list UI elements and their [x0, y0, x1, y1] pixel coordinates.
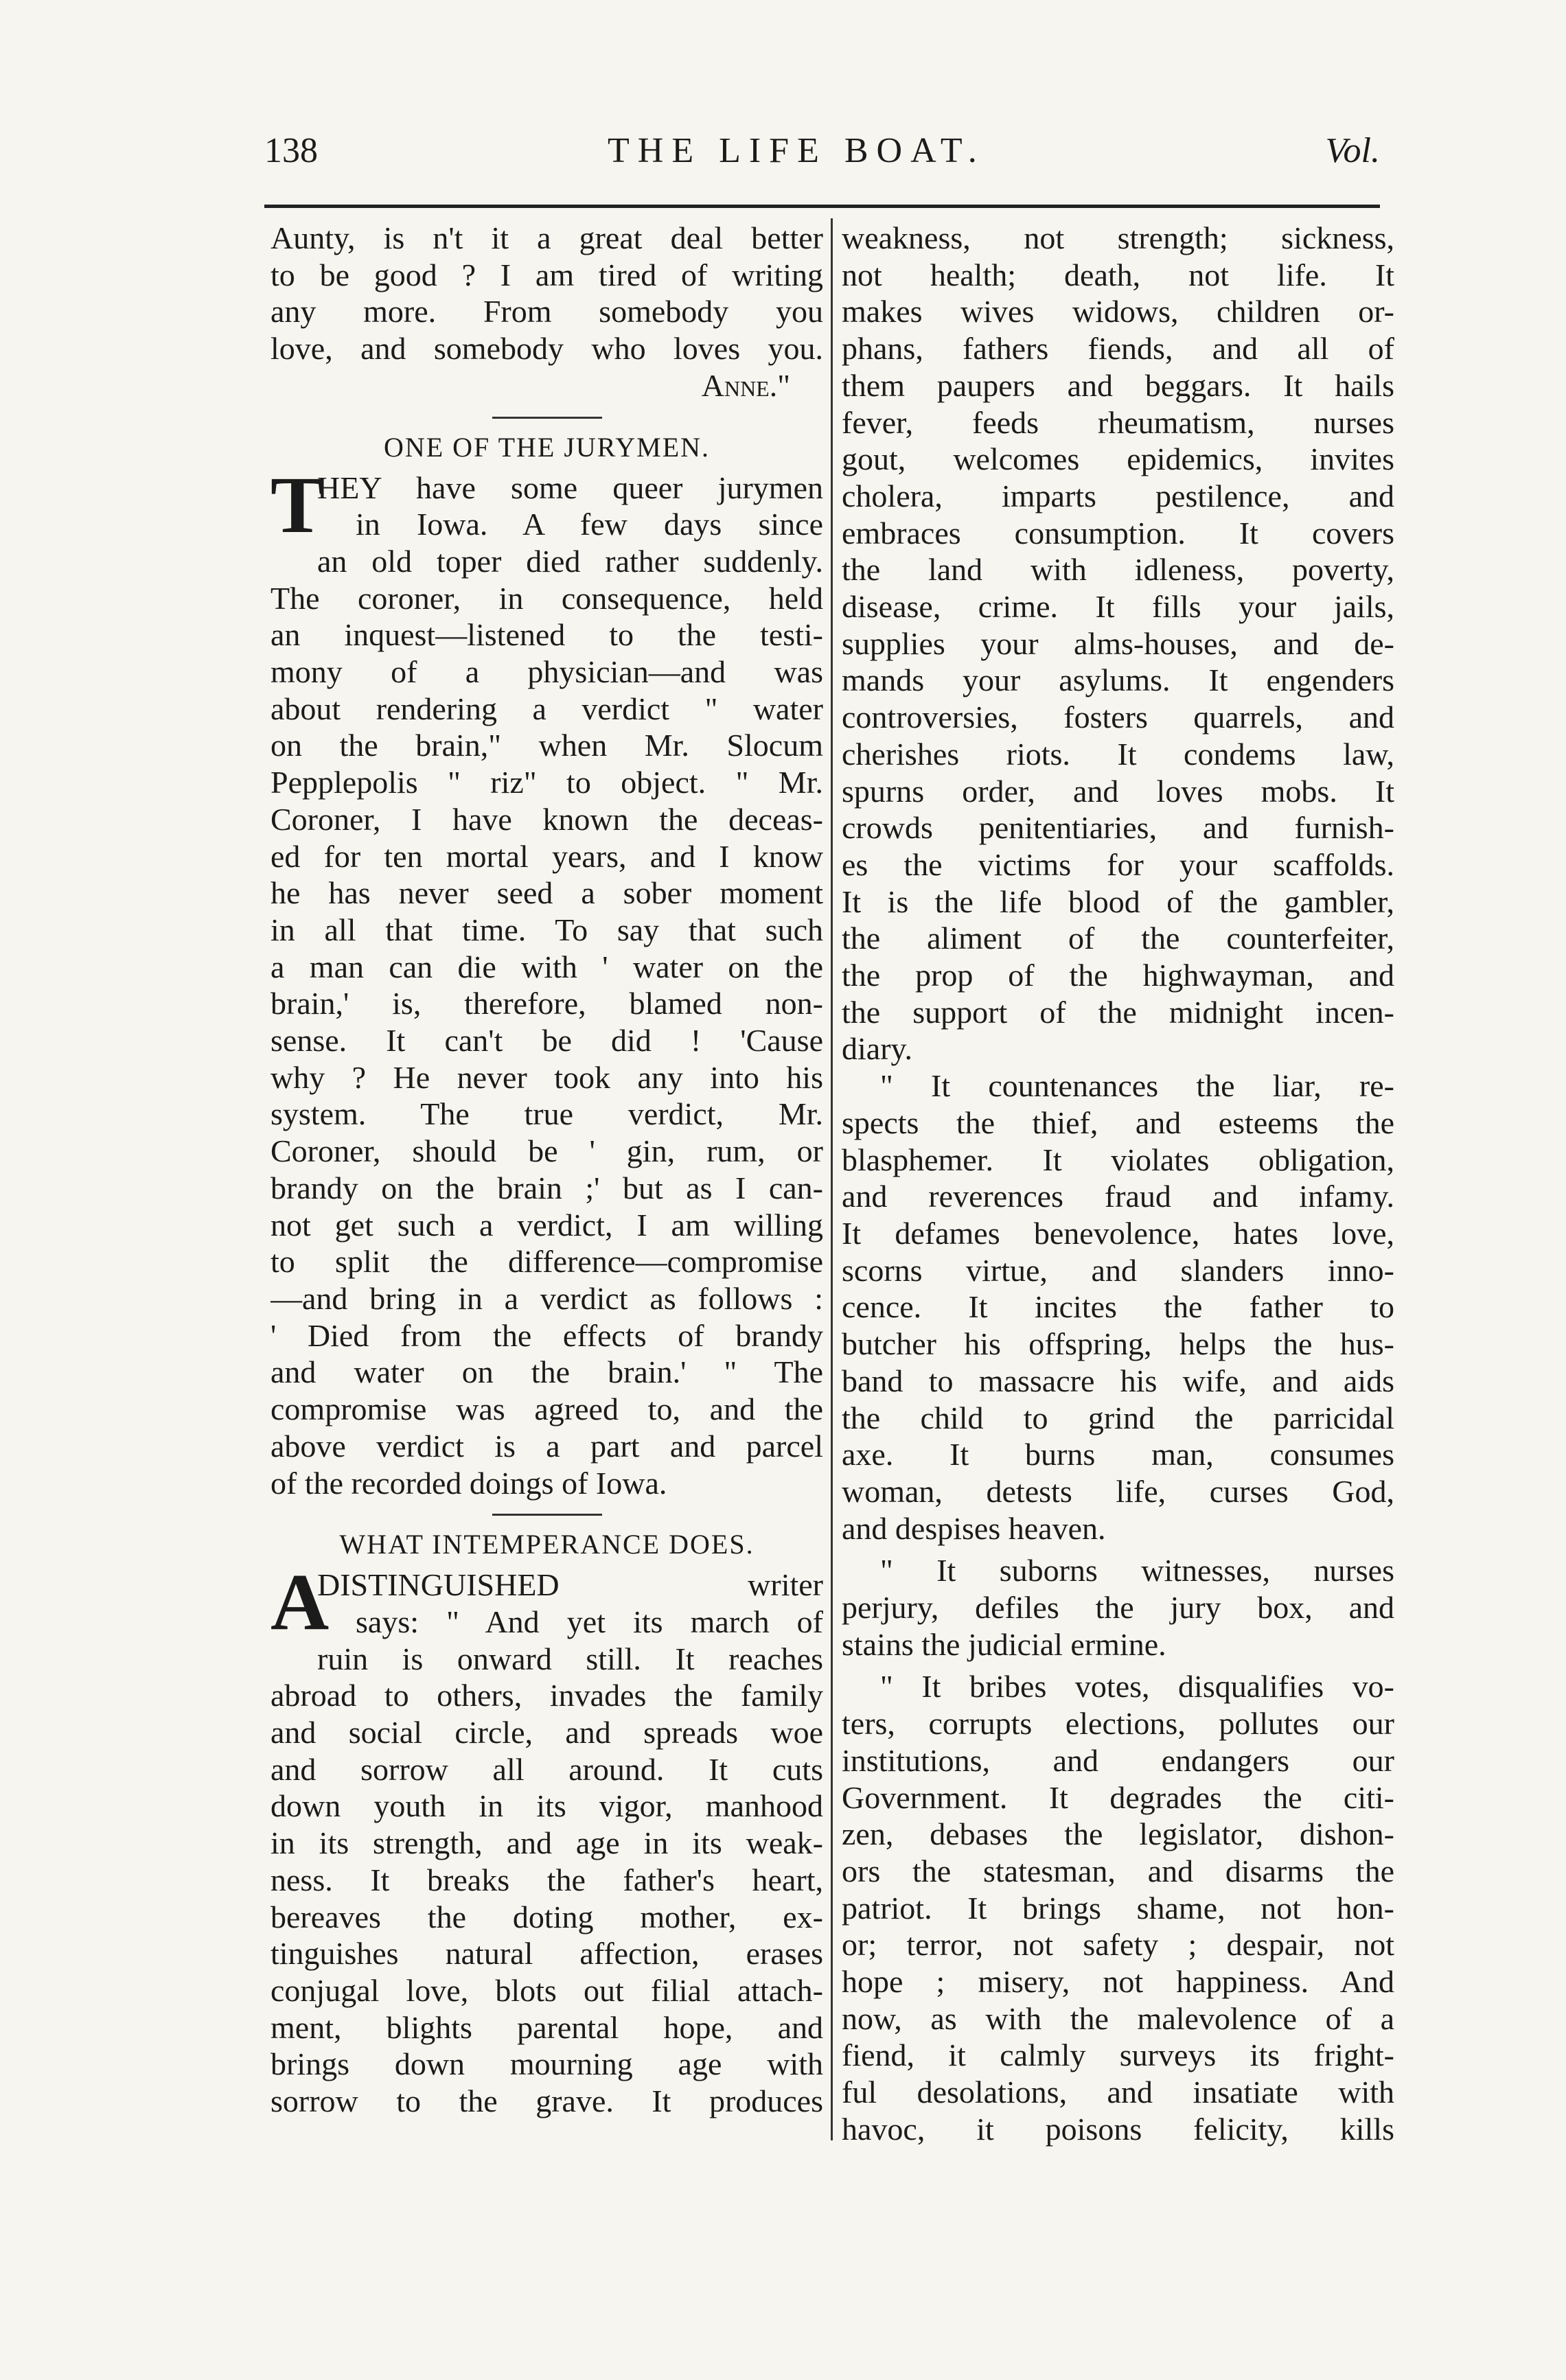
drop-cap-t: T	[270, 459, 325, 550]
text-line: brings down mourning age with	[270, 2046, 823, 2082]
text-line: he has never seed a sober moment	[270, 875, 823, 911]
text-line: " It suborns witnesses, nurses	[880, 1553, 1394, 1588]
page-number: 138	[264, 131, 318, 170]
text-line: ors the statesman, and disarms the	[842, 1853, 1394, 1888]
text-line: cholera, imparts pestilence, and	[842, 478, 1394, 513]
text-line: sorrow to the grave. It produces	[270, 2083, 823, 2119]
text-line: patriot. It brings shame, not hon-	[842, 1890, 1394, 1926]
article-heading-intemperance: WHAT INTEMPERANCE DOES.	[339, 1529, 755, 1560]
text-line: or; terror, not safety ; despair, not	[842, 1927, 1394, 1963]
text-line: and water on the brain.' " The	[270, 1354, 823, 1390]
text-line: an old toper died rather suddenly.	[317, 543, 823, 579]
text-line: It is the life blood of the gambler,	[842, 883, 1394, 919]
running-header	[264, 130, 1380, 178]
text-line: diary.	[842, 1031, 913, 1067]
text-line: supplies your alms-houses, and de-	[842, 625, 1394, 661]
section-rule	[492, 1514, 602, 1516]
text-line: fiend, it calmly surveys its fright-	[842, 2037, 1394, 2073]
text-line: to be good ? I am tired of writing	[270, 257, 823, 292]
text-line: makes wives widows, children or-	[842, 294, 1394, 330]
text-line: weakness, not strength; sickness,	[842, 220, 1394, 255]
text-line: axe. It burns man, consumes	[842, 1437, 1394, 1472]
text-line: zen, debases the legislator, dishon-	[842, 1816, 1394, 1852]
text-line: It defames benevolence, hates love,	[842, 1215, 1394, 1251]
text-line: blasphemer. It violates obligation,	[842, 1142, 1394, 1177]
paragraph-bribes	[842, 1668, 1394, 2147]
text-line: band to massacre his wife, and aids	[842, 1363, 1394, 1398]
text-line: the prop of the highwayman, and	[842, 958, 1394, 993]
text-line: the aliment of the counterfeiter,	[842, 921, 1394, 956]
text-line: HEY have some queer jurymen	[317, 470, 823, 505]
text-line: not health; death, not life. It	[842, 257, 1394, 292]
text-line: DISTINGUISHED writer	[317, 1567, 823, 1603]
drop-cap-a: A	[270, 1557, 330, 1648]
text-line: the child to grind the parricidal	[842, 1400, 1394, 1435]
text-line: ruin is onward still. It reaches	[317, 1641, 823, 1676]
text-line: bereaves the doting mother, ex-	[270, 1899, 823, 1934]
text-line: mands your asylums. It engenders	[842, 662, 1394, 698]
text-line: woman, detests life, curses God,	[842, 1473, 1394, 1509]
text-line: about rendering a verdict " water	[270, 691, 823, 726]
text-line: embraces consumption. It covers	[842, 515, 1394, 551]
text-line: ment, blights parental hope, and	[270, 2009, 823, 2045]
text-line: —and bring in a verdict as follows :	[270, 1280, 823, 1316]
text-line: not get such a verdict, I am willing	[270, 1207, 823, 1243]
text-line: ful desolations, and insatiate with	[842, 2075, 1394, 2110]
text-line: tinguishes natural affection, erases	[270, 1936, 823, 1972]
text-line: a man can die with ' water on the	[270, 949, 823, 984]
text-line: Aunty, is n't it a great deal better	[270, 220, 823, 255]
text-line: es the victims for your scaffolds.	[842, 846, 1394, 882]
text-line: on the brain," when Mr. Slocum	[270, 728, 823, 763]
text-line: love, and somebody who loves you.	[270, 331, 823, 367]
section-rule	[492, 417, 602, 419]
text-line: brain,' is, therefore, blamed non-	[270, 986, 823, 1021]
text-line: them paupers and beggars. It hails	[842, 367, 1394, 403]
text-line: ters, corrupts elections, pollutes our	[842, 1706, 1394, 1742]
text-line: phans, fathers fiends, and all of	[842, 331, 1394, 367]
text-line: brandy on the brain ;' but as I can-	[270, 1170, 823, 1205]
text-line: fever, feeds rheumatism, nurses	[842, 404, 1394, 440]
text-line: spurns order, and loves mobs. It	[842, 773, 1394, 809]
text-line: " It bribes votes, disqualifies vo-	[880, 1669, 1394, 1705]
text-line: ed for ten mortal years, and I know	[270, 838, 823, 874]
letter-ending	[270, 220, 823, 367]
text-line: Government. It degrades the citi-	[842, 1779, 1394, 1815]
paragraph-consequences	[842, 220, 1394, 1067]
text-line: and social circle, and spreads woe	[270, 1715, 823, 1751]
text-line: gout, welcomes epidemics, invites	[842, 441, 1394, 477]
text-line: crowds penitentiaries, and furnish-	[842, 810, 1394, 846]
text-line: mony of a physician—and was	[270, 654, 823, 690]
text-line: down youth in its vigor, manhood	[270, 1788, 823, 1824]
text-line: stains the judicial ermine.	[842, 1626, 1166, 1662]
text-line: the support of the midnight incen-	[842, 994, 1394, 1030]
periodical-title: THE LIFE BOAT.	[608, 131, 985, 170]
text-line: spects the thief, and esteems the	[842, 1105, 1394, 1140]
article-body-jurymen	[270, 459, 823, 1502]
text-line: Coroner, should be ' gin, rum, or	[270, 1133, 823, 1169]
volume-label: Vol.	[1325, 131, 1380, 170]
article-heading-jurymen: ONE OF THE JURYMEN.	[383, 431, 711, 463]
text-line: says: " And yet its march of	[356, 1604, 823, 1639]
text-line: compromise was agreed to, and the	[270, 1391, 823, 1427]
text-line: conjugal love, blots out filial attach-	[270, 1972, 823, 2008]
text-line: scorns virtue, and slanders inno-	[842, 1252, 1394, 1288]
header-rule	[264, 205, 1380, 208]
text-line: havoc, it poisons felicity, kills	[842, 2111, 1394, 2147]
text-line: ness. It breaks the father's heart,	[270, 1862, 823, 1897]
paragraph-countenances	[842, 1067, 1394, 1547]
text-line: The coroner, in consequence, held	[270, 580, 823, 616]
text-line: sense. It can't be did ! 'Cause	[270, 1023, 823, 1059]
text-line: controversies, fosters quarrels, and	[842, 700, 1394, 735]
text-line: an inquest—listened to the testi-	[270, 617, 823, 653]
text-line: perjury, defiles the jury box, and	[842, 1590, 1394, 1626]
text-line: above verdict is a part and parcel	[270, 1428, 823, 1464]
column-divider	[831, 218, 833, 2140]
text-line: and reverences fraud and infamy.	[842, 1179, 1394, 1214]
text-line: system. The true verdict, Mr.	[270, 1096, 823, 1132]
text-line: institutions, and endangers our	[842, 1742, 1394, 1778]
text-line: ' Died from the effects of brandy	[270, 1317, 823, 1353]
text-line: in all that time. To say that such	[270, 912, 823, 947]
text-line: Coroner, I have known the deceas-	[270, 801, 823, 837]
text-line: disease, crime. It fills your jails,	[842, 589, 1394, 625]
text-line: abroad to others, invades the family	[270, 1678, 823, 1713]
text-line: in its strength, and age in its weak-	[270, 1825, 823, 1861]
text-line: in Iowa. A few days since	[356, 507, 823, 542]
text-line: butcher his offspring, helps the hus-	[842, 1326, 1394, 1362]
left-column	[270, 220, 823, 2120]
text-line: cence. It incites the father to	[842, 1289, 1394, 1325]
text-line: now, as with the malevolence of a	[842, 2000, 1394, 2036]
article-body-intemperance	[270, 1557, 823, 2120]
text-line: hope ; misery, not happiness. And	[842, 1964, 1394, 2000]
paragraph-suborns	[842, 1552, 1394, 1663]
text-line: and despises heaven.	[842, 1510, 1106, 1546]
text-line: of the recorded doings of Iowa.	[270, 1465, 667, 1501]
text-line: why ? He never took any into his	[270, 1059, 823, 1095]
text-line: any more. From somebody you	[270, 294, 823, 330]
text-line: and sorrow all around. It cuts	[270, 1751, 823, 1787]
right-column	[842, 220, 1394, 2148]
text-line: the land with idleness, poverty,	[842, 552, 1394, 588]
text-line: Pepplepolis " riz" to object. " Mr.	[270, 765, 823, 800]
letter-signature: Anne."	[701, 367, 790, 403]
text-line: " It countenances the liar, re-	[880, 1068, 1394, 1104]
text-line: to split the difference—compromise	[270, 1244, 823, 1280]
text-line: cherishes riots. It condems law,	[842, 736, 1394, 772]
